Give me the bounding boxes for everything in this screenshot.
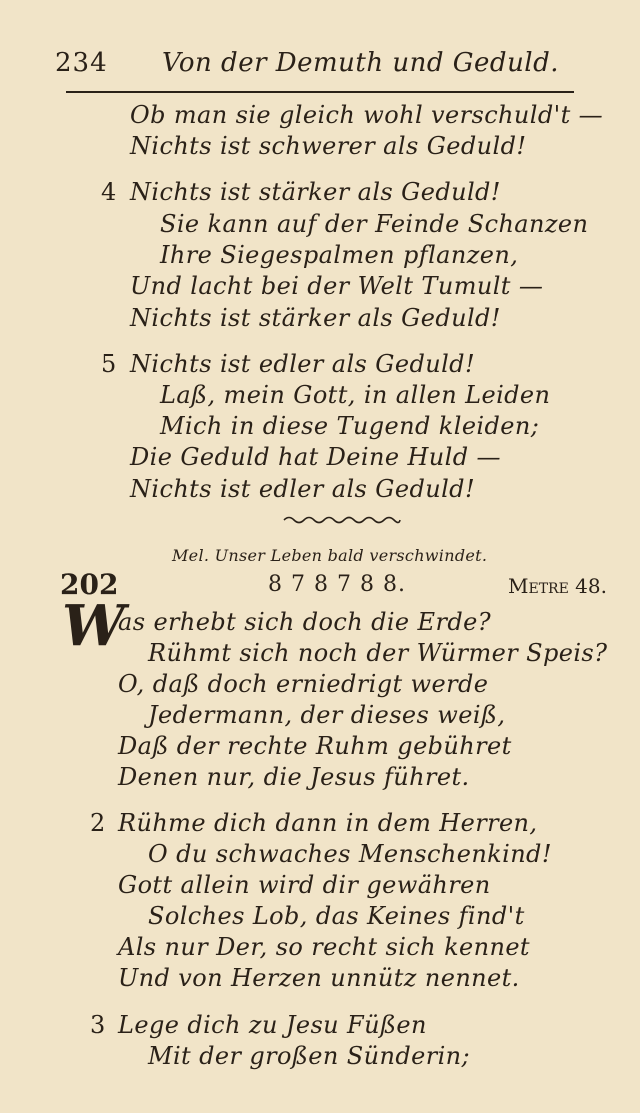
hymn-number: 202	[60, 568, 119, 601]
verse-line: Rühme dich dann in dem Herren,	[118, 809, 538, 837]
verse-number: 2	[90, 809, 106, 837]
verse-line: Und lacht bei der Welt Tumult —	[130, 272, 544, 300]
verse-line: Rühmt sich noch der Würmer Speis?	[148, 639, 608, 667]
verse-line: Solches Lob, das Keines find't	[148, 902, 525, 930]
verse-line: Nichts ist stärker als Geduld!	[130, 178, 501, 206]
verse-line: Daß der rechte Ruhm gebühret	[118, 732, 512, 760]
verse-line: Denen nur, die Jesus führet.	[118, 763, 470, 791]
header-rule	[66, 91, 574, 93]
verse-line: Die Geduld hat Deine Huld —	[130, 443, 501, 471]
verse-line: O, daß doch erniedrigt werde	[118, 670, 489, 698]
verse-number: 5	[101, 350, 117, 378]
verse-line: Sie kann auf der Feinde Schanzen	[160, 210, 589, 238]
verse-line: Nichts ist stärker als Geduld!	[130, 304, 501, 332]
melody-indication: Mel. Unser Leben bald verschwindet.	[172, 546, 488, 565]
verse-line: Laß, mein Gott, in allen Leiden	[160, 381, 551, 409]
verse-line: Ob man sie gleich wohl verschuld't —	[130, 101, 604, 129]
wavy-ornament	[282, 514, 402, 526]
verse-line: Nichts ist edler als Geduld!	[130, 475, 475, 503]
page-number: 234	[55, 48, 108, 78]
verse-number: 4	[101, 178, 117, 206]
verse-line: Nichts ist edler als Geduld!	[130, 350, 475, 378]
running-head	[0, 44, 640, 84]
verse-line: Lege dich zu Jesu Füßen	[118, 1011, 427, 1039]
verse-line: as erhebt sich doch die Erde?	[118, 608, 491, 636]
verse-number: 3	[90, 1011, 106, 1039]
metre-label: Metre 48.	[508, 574, 607, 598]
verse-line: Ihre Siegespalmen pflanzen,	[160, 241, 519, 269]
meter-pattern: 8 7 8 7 8 8.	[268, 572, 406, 597]
drop-cap: W	[62, 593, 125, 659]
verse-line: Jedermann, der dieses weiß,	[148, 701, 506, 729]
verse-line: Und von Herzen unnütz nennet.	[118, 964, 520, 992]
verse-line: Mich in diese Tugend kleiden;	[160, 412, 540, 440]
verse-line: Als nur Der, so recht sich kennet	[118, 933, 530, 961]
verse-line: O du schwaches Menschenkind!	[148, 840, 552, 868]
page-title: Von der Demuth und Geduld.	[162, 48, 560, 78]
verse-line: Mit der großen Sünderin;	[148, 1042, 471, 1070]
verse-line: Nichts ist schwerer als Geduld!	[130, 132, 527, 160]
verse-line: Gott allein wird dir gewähren	[118, 871, 491, 899]
